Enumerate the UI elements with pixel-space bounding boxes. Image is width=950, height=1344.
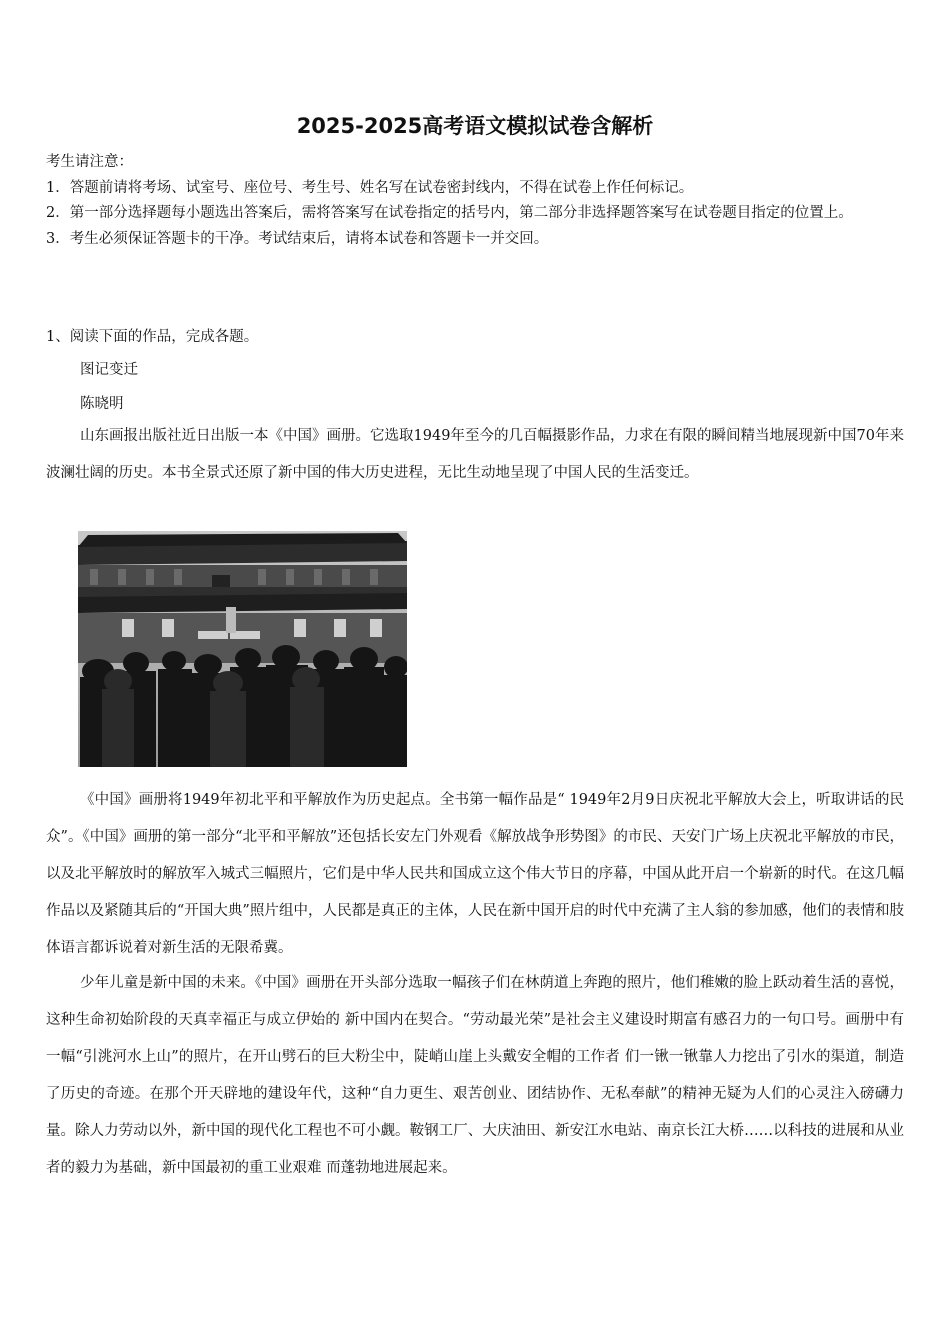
notice-heading: 考生请注意： <box>46 154 133 170</box>
notice-item: 2．第一部分选择题每小题选出答案后，需将答案写在试卷指定的括号内，第二部分非选择题答案写在试卷题目指定的位置上。 <box>46 205 853 221</box>
tiananmen-crowd-photo <box>78 531 407 767</box>
notice-item: 1．答题前请将考场、试室号、座位号、考生号、姓名写在试卷密封线内，不得在试卷上作任何标记。 <box>46 179 694 196</box>
article-paragraph: 山东画报出版社近日出版一本《中国》画册。它选取1949年至今的几百幅摄影作品，力求在有限的瞬间精当地展现新中国70年来波澜壮阔的历史。本书全景式还原了新中国的伟大历史进程，无比生动地呈现了中国人民的生活变迁。 <box>46 428 904 481</box>
article-paragraph: 《中国》画册将1949年初北平和平解放作为历史起点。全书第一幅作品是“ 1949年2月9日庆祝北平解放大会上，听取讲话的民众”。《中国》画册的第一部分“北平和平解放”还包括长安左门外观看《解放战争形势图》的市民、天安门广场上庆祝北平解放的市民，以及北平解放时的解放军入城式三幅照片，它们是中华人民共和国成立这个伟大节日的序幕，中国从此开启一个崭新的时代。在这几幅作品以及紧随其后的“开国大典”照片组中，人民都是真正的主体，人民在新中国开启的时代中充满了主人翁的参加感，他们的表情和肢体语言都诉说着对新生活的无限希冀。 <box>46 792 904 956</box>
notice-block <box>46 150 906 252</box>
article-author: 陈晓明 <box>80 396 124 412</box>
question-prompt: 1、阅读下面的作品，完成各题。 <box>46 329 259 345</box>
photo-illustration <box>78 531 407 767</box>
page-title: 2025-2025高考语文模拟试卷含解析 <box>296 114 654 138</box>
article-paragraph: 少年儿童是新中国的未来。《中国》画册在开头部分选取一幅孩子们在林荫道上奔跑的照片，他们稚嫩的脸上跃动着生活的喜悦，这种生命初始阶段的天真幸福正与成立伊始的 新中国内在契合。“劳动最光荣”是社会主义建设时期富有感召力的一句口号。画册中有一幅“引洮河水上山”的照片，在开山劈石的巨大粉尘中，陡峭山崖上头戴安全帽的工作者 们一锹一锹靠人力挖出了引水的渠道，制造了历史的奇迹。在那个开天辟地的建设年代，这种“自力更生、艰苦创业、团结协作、无私奉献”的精神无疑为人们的心灵注入磅礴力量。除人力劳动以外，新中国的现代化工程也不可小觑。鞍钢工厂、大庆油田、新安江水电站、南京长江大桥……以科技的进展和从业者的毅力为基础，新中国最初的重工业艰难 而蓬勃地进展起来。 <box>46 975 904 1176</box>
article-title: 图记变迁 <box>80 362 138 378</box>
notice-item: 3．考生必须保证答题卡的干净。考试结束后，请将本试卷和答题卡一并交回。 <box>46 230 549 247</box>
